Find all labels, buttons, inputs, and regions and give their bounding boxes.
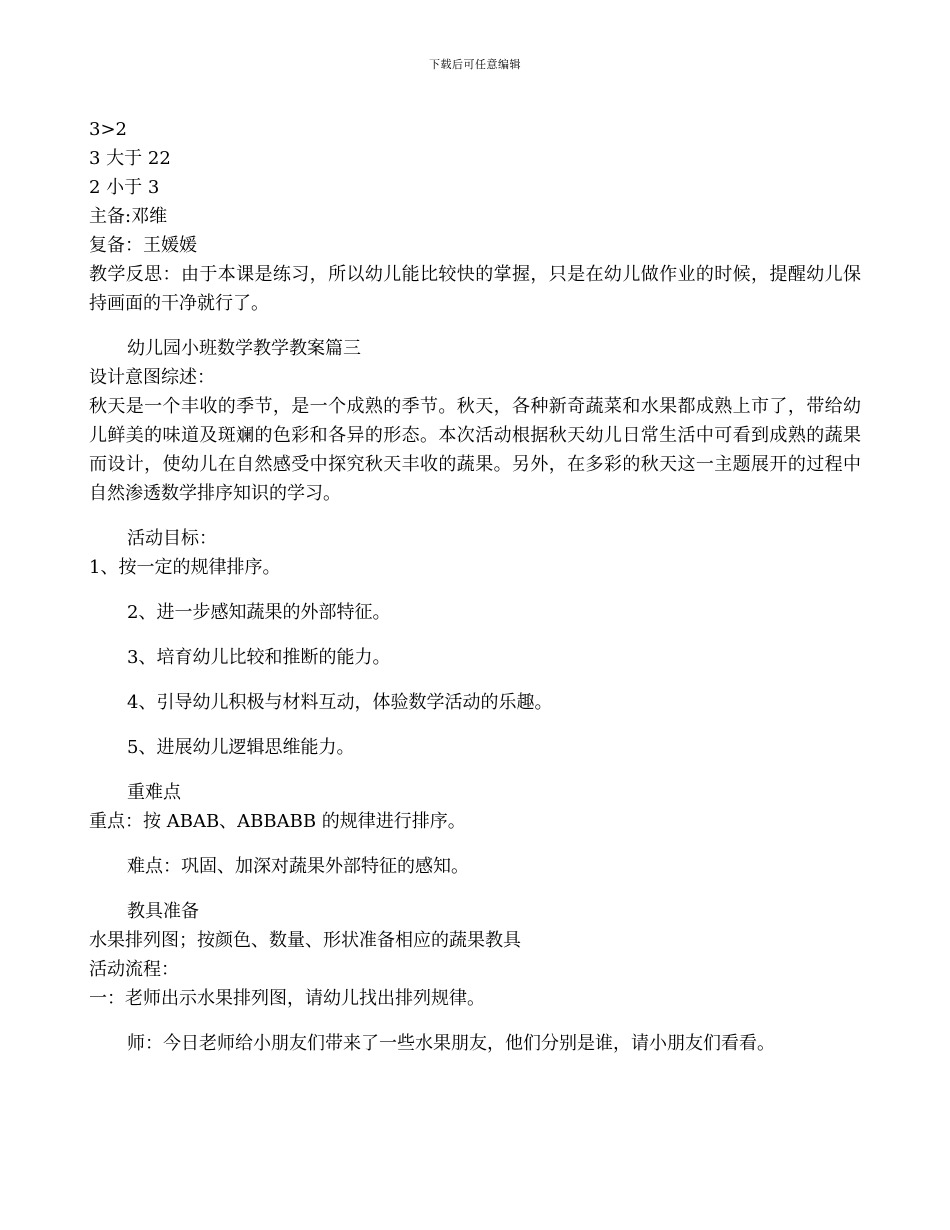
difficulty-point: 难点：巩固、加深对蔬果外部特征的感知。: [127, 856, 469, 877]
design-text: 秋天是一个丰收的季节，是一个成熟的季节。秋天，各种新奇蔬菜和水果都成熟上市了，带给幼儿鲜美的味道及斑斓的色彩和各异的形态。本次活动根据秋天幼儿日常生活中可看到成熟的蔬果而设计，使幼儿在自然感受中探究秋天丰收的蔬果。另外，在多彩的秋天这一主题展开的过程中自然渗透数学排序知识的学习。: [89, 396, 861, 504]
teaching-reflection: 教学反思：由于本课是练习，所以幼儿能比较快的掌握，只是在幼儿做作业的时候，提醒幼儿保持画面的干净就行了。: [89, 264, 861, 314]
text-line: 3 大于 22: [89, 148, 171, 169]
materials-heading: 教具准备: [127, 901, 199, 922]
document-body: [89, 115, 861, 1058]
text-line: 3>2: [89, 119, 127, 140]
key-heading: 重难点: [127, 782, 181, 803]
process-heading: 活动流程：: [89, 959, 179, 980]
text-line: 2 小于 3: [89, 177, 160, 198]
review-teacher-line: 复备：王媛媛: [89, 235, 197, 256]
goal-item: 2、进一步感知蔬果的外部特征。: [127, 602, 391, 623]
goal-item: 3、培育幼儿比较和推断的能力。: [127, 647, 391, 668]
section-title: 幼儿园小班数学教学教案篇三: [127, 338, 361, 359]
goal-item: 4、引导幼儿积极与材料互动，体验数学活动的乐趣。: [127, 692, 553, 713]
teacher-dialogue: 师：今日老师给小朋友们带来了一些水果朋友，他们分别是谁，请小朋友们看看。: [127, 1033, 775, 1054]
goals-heading: 活动目标：: [127, 528, 217, 549]
goal-item: 1、按一定的规律排序。: [89, 557, 281, 578]
design-heading: 设计意图综述：: [89, 367, 215, 388]
page-header: 下载后可任意编辑: [429, 58, 521, 71]
key-point: 重点：按 ABAB、ABBABB 的规律进行排序。: [89, 811, 466, 832]
materials-text: 水果排列图；按颜色、数量、形状准备相应的蔬果教具: [89, 930, 521, 951]
process-step: 一：老师出示水果排列图，请幼儿找出排列规律。: [89, 988, 485, 1009]
lead-teacher-line: 主备:邓维: [89, 206, 168, 227]
goal-item: 5、进展幼儿逻辑思维能力。: [127, 737, 355, 758]
